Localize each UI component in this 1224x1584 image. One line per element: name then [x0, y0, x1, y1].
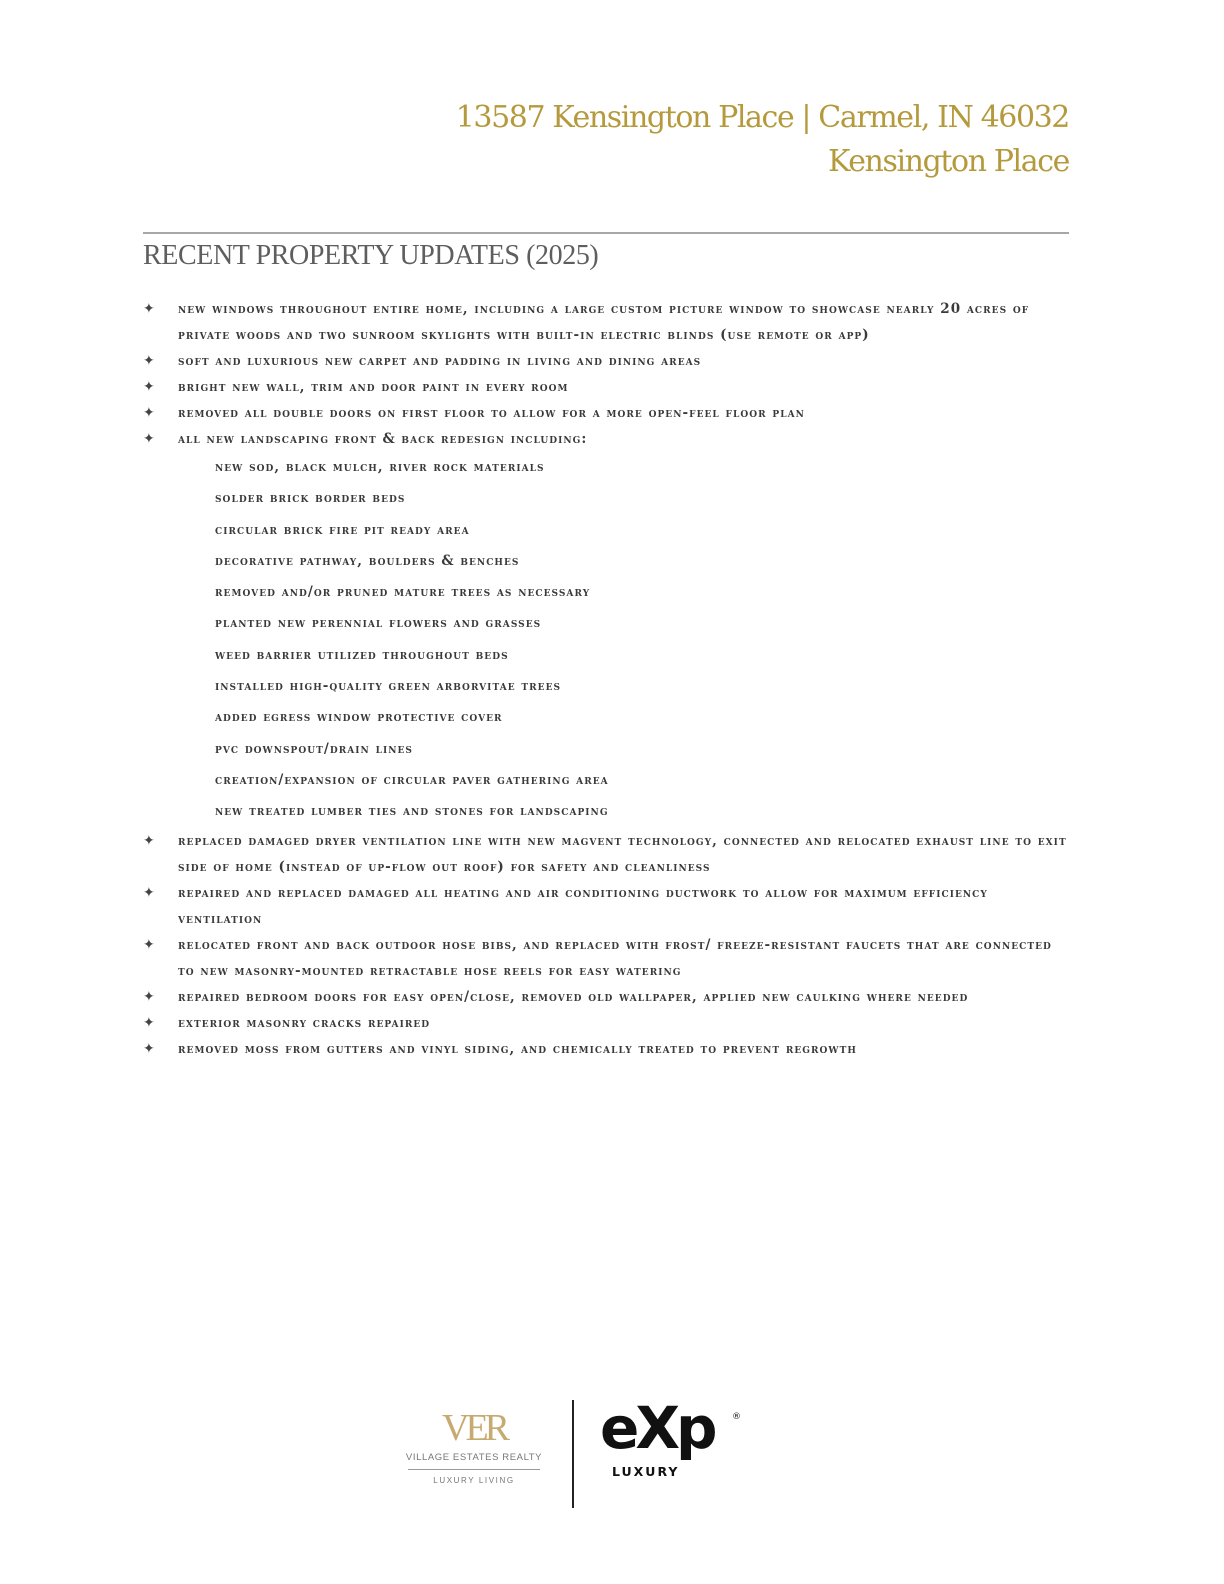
list-item [143, 1036, 1073, 1062]
list-item-text: repaired and replaced damaged all heating and air conditioning ductwork to allow for maximum efficiency ventilation [178, 884, 988, 927]
bullet-icon: ✦ [143, 988, 155, 1005]
list-item-text: all new landscaping front & back redesign including: [178, 431, 588, 447]
bullet-icon: ✦ [143, 353, 155, 369]
section-divider [143, 232, 1069, 234]
exp-luxury-label: LUXURY [612, 1464, 680, 1479]
list-item [143, 348, 1073, 374]
logo-divider [572, 1400, 574, 1508]
sub-list-item: pvc downspout/drain lines [215, 740, 413, 757]
ver-company-name: VILLAGE ESTATES REALTY [405, 1452, 543, 1463]
bullet-icon: ✦ [143, 936, 155, 953]
registered-mark: ® [732, 1412, 741, 1422]
list-item [143, 296, 1073, 348]
list-item-text: removed moss from gutters and vinyl siding, and chemically treated to prevent regrowth [178, 1040, 857, 1057]
sub-list-item: added egress window protective cover [215, 709, 503, 726]
list-item [143, 880, 1073, 932]
sub-list-item: creation/expansion of circular paver gathering area [215, 771, 609, 788]
bullet-icon: ✦ [143, 431, 155, 447]
list-item-text: relocated front and back outdoor hose bibs, and replaced with frost/ freeze-resistant faucets that are connected to new masonry-mounted retractable hose reels for easy watering [178, 936, 1052, 979]
bullet-icon: ✦ [143, 301, 155, 317]
list-item-text: new windows throughout entire home, including a large custom picture window to showcase nearly 20 acres of private woods and two sunroom skylights with built-in electric blinds (use remote or app) [178, 301, 1030, 343]
list-item [143, 932, 1073, 984]
sub-list-item: planted new perennial flowers and grasses [215, 615, 542, 632]
bullet-icon: ✦ [143, 379, 155, 395]
list-item-text: soft and luxurious new carpet and padding in living and dining areas [178, 353, 702, 369]
footer-logos [0, 1394, 1224, 1510]
list-item-text: exterior masonry cracks repaired [178, 1014, 431, 1031]
ver-tagline: LUXURY LIVING [433, 1476, 515, 1485]
sub-list-item: removed and/or pruned mature trees as necessary [215, 584, 591, 601]
list-item [143, 374, 1073, 400]
sub-list-item: weed barrier utilized throughout beds [215, 646, 509, 663]
ver-monogram: VER [442, 1407, 506, 1449]
exp-luxury-logo [600, 1394, 760, 1496]
sub-list-item: circular brick fire pit ready area [215, 521, 470, 538]
address-heading: 13587 Kensington Place | Carmel, IN 46032 [455, 100, 1069, 135]
bullet-icon: ✦ [143, 1014, 155, 1031]
sub-list-item: installed high-quality green arborvitae trees [215, 678, 562, 695]
list-item-text: removed all double doors on first floor to allow for a more open-feel floor plan [178, 405, 805, 421]
sub-list-item: decorative pathway, boulders & benches [215, 552, 520, 569]
bullet-icon: ✦ [143, 884, 155, 901]
list-item [143, 1010, 1073, 1036]
list-item-text: bright new wall, trim and door paint in every room [178, 379, 569, 395]
list-item [143, 400, 1073, 426]
section-title: RECENT PROPERTY UPDATES (2025) [143, 240, 599, 271]
landscaping-sublist [143, 452, 1073, 828]
ver-rule [408, 1469, 540, 1470]
village-estates-logo [404, 1408, 544, 1485]
bullet-icon: ✦ [143, 832, 155, 849]
list-item-text: repaired bedroom doors for easy open/close, removed old wallpaper, applied new caulking where needed [178, 988, 969, 1005]
sub-list-item: new treated lumber ties and stones for landscaping [215, 803, 609, 820]
bullet-icon: ✦ [143, 405, 155, 421]
bullet-icon: ✦ [143, 1040, 155, 1057]
sub-list-item: solder brick border beds [215, 490, 406, 507]
page-header [456, 96, 1069, 184]
updates-list [143, 296, 1073, 1062]
sub-list-item: new sod, black mulch, river rock materials [215, 459, 545, 475]
list-item-text: replaced damaged dryer ventilation line with new magvent technology, connected and relocated exhaust line to exit side of home (instead of up-flow out roof) for safety and cleanliness [178, 832, 1067, 875]
community-heading: Kensington Place [828, 144, 1069, 179]
list-item [143, 828, 1073, 880]
list-item [143, 426, 1073, 452]
list-item [143, 984, 1073, 1010]
exp-wordmark: eXp [600, 1394, 714, 1462]
